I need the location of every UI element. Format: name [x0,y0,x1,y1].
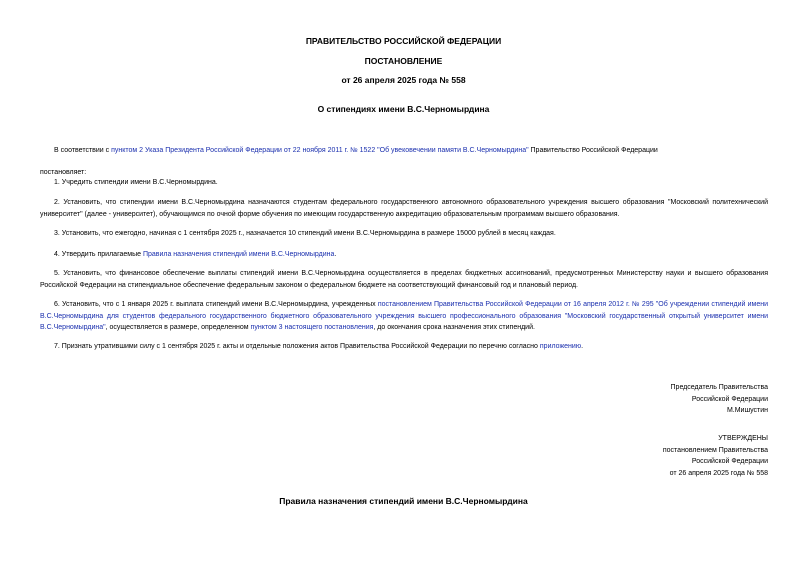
signature-block [671,382,768,417]
item-1 [40,177,768,189]
item-1-text: 1. Учредить стипендии имени В.С.Черномырдина. [54,179,218,186]
resolves-text: постановляет: [40,169,87,176]
approval-line-4: от 26 апреля 2025 года № 558 [669,469,768,477]
item-3-text: 3. Установить, что ежегодно, начиная с 1 сентября 2025 г., назначается 10 стипендий имени В.С.Черномырдина в размере 15000 рублей в месяц каждая. [54,230,556,237]
preamble-paragraph [40,145,768,157]
approval-block [663,433,768,479]
approval-line-2: постановлением Правительства [662,446,768,454]
document-date-number: от 26 апреля 2025 года № 558 [341,75,466,85]
point-3-link[interactable]: пунктом 3 настоящего постановления [250,324,374,331]
resolution-295-link[interactable]: постановлением Правительства Российской Федерации от 16 апреля 2012 г. № 295 "Об учреждении стипендий имени В.С.Черномырдина для студентов федерального государственного бюджетного образовательного учреждения высшего профессионального образования "Московский государственный открытый университет имени В.С.Черномырдина" [40,301,768,331]
item-7 [40,341,768,353]
item-6-text-middle: , осуществляется в размере, определенном [105,324,251,331]
rules-link[interactable]: Правила назначения стипендий имени В.С.Черномырдина [142,251,335,258]
item-2 [40,197,768,220]
document-type: ПОСТАНОВЛЕНИЕ [364,56,443,66]
signature-position: Председатель Правительства [670,384,768,391]
item-4-text-after: . [334,251,337,258]
signature-name: М.Мишустин [726,407,768,414]
decree-link[interactable]: пунктом 2 Указа Президента Российской Федерации от 22 ноября 2011 г. № 1522 "Об увековечении памяти В.С.Черномырдина" [111,147,529,154]
item-7-text-after: . [581,343,584,350]
item-7-text-before: 7. Признать утратившими силу с 1 сентября 2025 г. акты и отдельные положения актов Правительства Российской Федерации по перечню согласно [54,343,540,350]
item-5 [40,268,768,291]
item-6-text-after: , до окончания срока назначения этих стипендий. [373,324,535,331]
preamble-text-after: Правительство Российской Федерации [528,147,658,154]
item-6-text-before: 6. Установить, что с 1 января 2025 г. выплата стипендий имени В.С.Черномырдина, учрежденных [54,301,378,308]
signature-country: Российской Федерации [691,395,768,403]
approval-heading: УТВЕРЖДЕНЫ [718,435,768,442]
document-title: О стипендиях имени В.С.Черномырдина [317,104,490,114]
approval-line-3: Российской Федерации [691,458,768,465]
item-4-text-before: 4. Утвердить прилагаемые [54,251,143,258]
item-6 [40,299,768,334]
item-4 [40,249,768,261]
preamble-text-before: В соответствии с [54,147,112,154]
government-name: ПРАВИТЕЛЬСТВО РОССИЙСКОЙ ФЕДЕРАЦИИ [305,36,502,46]
item-2-text: 2. Установить, что стипендии имени В.С.Черномырдина назначаются студентам федерального государственного автономного образовательного учреждения высшего образования "Московский политехнический университет" (далее - университет), обучающимся по очной форме обучения по имеющим государственную аккредитацию образовательным программам высшего образования. [40,199,768,218]
item-5-text: 5. Установить, что финансовое обеспечение выплаты стипендий имени В.С.Черномырдина осуществляется в пределах бюджетных ассигнований, предусмотренных Министерству науки и высшего образования Российской Федерации на стипендиальное обеспечение федеральным законом о федеральном бюджете на соответствующий финансовый год и плановый период. [40,270,768,289]
item-3 [40,228,768,240]
appendix-link[interactable]: приложению [539,343,582,350]
rules-title: Правила назначения стипендий имени В.С.Черномырдина [279,496,528,506]
